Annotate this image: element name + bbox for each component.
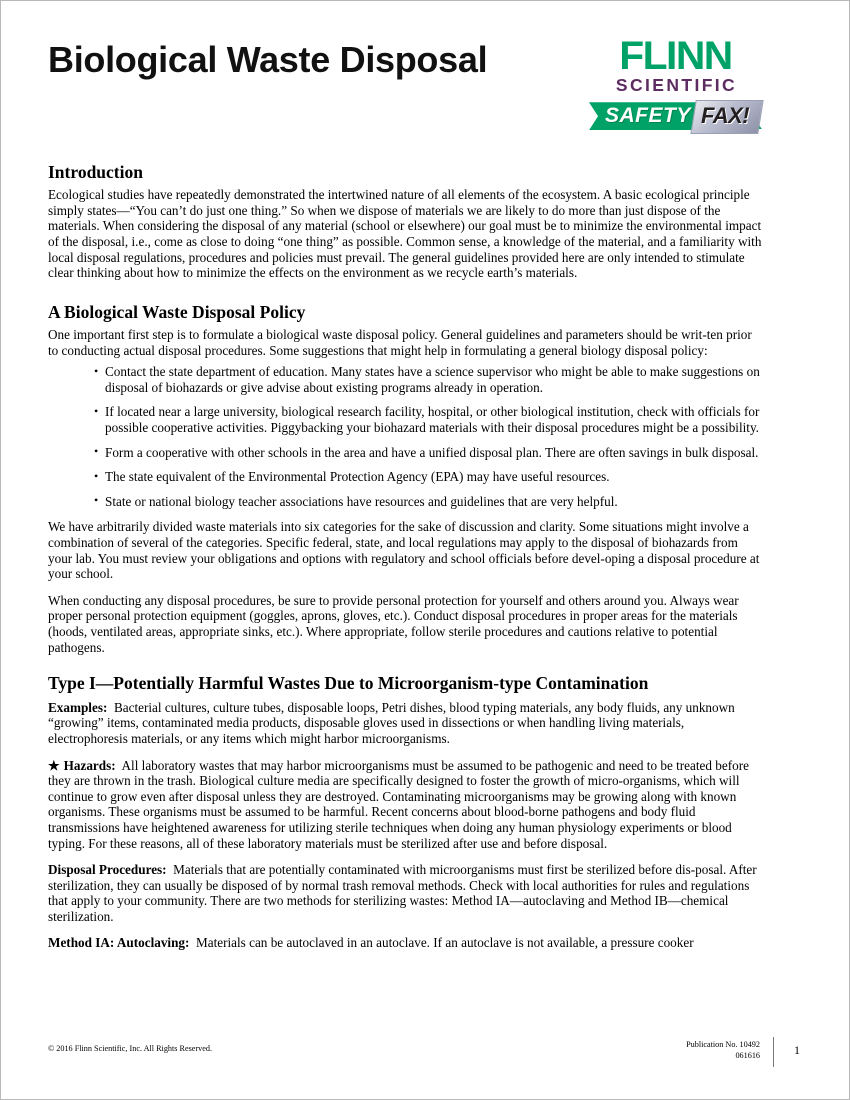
banner-fax-text: FAX! — [701, 103, 750, 129]
paragraph-waste-categories: We have arbitrarily divided waste materials into six categories for the sake of discussion and clarity. Some situations might involve a combination of several of the categories. Specific federal, state, and local regulations may apply to the disposal of biohazards from your lab. You must review your obligations and options with regulatory and school officials before devel-oping a disposal procedure at your school. — [48, 519, 760, 582]
footer-publication-info — [686, 1039, 760, 1061]
page-title: Biological Waste Disposal — [48, 39, 488, 80]
method-ia-text: Materials can be autoclaved in an autoclave. If an autoclave is not available, a pressure cooker — [196, 935, 694, 951]
examples-label: Examples: — [48, 699, 108, 715]
policy-suggestion-list — [48, 364, 762, 509]
list-item: • The state equivalent of the Environmental Protection Agency (EPA) may have useful resources. — [94, 469, 762, 485]
document-header — [48, 34, 762, 149]
star-icon: ★ — [48, 757, 61, 773]
flinn-scientific-logo — [589, 34, 762, 145]
banner-safety-text: SAFETY — [605, 104, 691, 128]
footer-copyright: © 2016 Flinn Scientific, Inc. All Rights Reserved. — [48, 1044, 213, 1053]
heading-policy: A Biological Waste Disposal Policy — [48, 301, 306, 322]
hazards-label: Hazards: — [63, 757, 116, 773]
logo-brand-text: FLINN — [619, 34, 732, 78]
paragraph-introduction: Ecological studies have repeatedly demonstrated the intertwined nature of all elements of the ecosystem. A basic ecological principle simply states—“You can’t do just one thing.” So when we dispose of materials we are likely to do more than just dispose of the materials. When considering the disposal of any material (school or elsewhere) our goal must be to minimize the environmental impact of the disposal, i.e., come as close to doing “one thing” as possible. Common sense, a knowledge of the material, and a familiarity with local disposal regulations, procedures and policies must prevail. The general guidelines provided here are only intended to stimulate clear thinking about how to minimize the effects on the environment as we recycle earth’s materials. — [48, 187, 762, 281]
examples-text: Bacterial cultures, culture tubes, disposable loops, Petri dishes, blood typing materials, any body fluids, any unknown “growing” items, contaminated media products, disposable gloves used in dissections or when handling living materials, electrophoresis materials, or any items which might harbor microorganisms. — [48, 699, 735, 746]
heading-introduction: Introduction — [48, 162, 143, 182]
disposal-procedures-text: Materials that are potentially contaminated with microorganisms must first be sterilized before dis-posal. After sterilization, they can usually be disposed of by normal trash removal methods. Check with local authorities for rules and regulations that apply to your community. There are two methods for sterilizing wastes: Method IA—autoclaving and Method IB—chemical sterilization. — [48, 862, 757, 924]
paragraph-policy-intro: One important first step is to formulate a biological waste disposal policy. General guidelines and parameters should be writ-ten prior to conducting actual disposal procedures. Some suggestions that might help in formulating a general biology disposal policy: — [48, 327, 752, 358]
paragraph-disposal-procedures — [48, 862, 762, 924]
paragraph-method-ia — [48, 935, 762, 951]
footer-divider — [773, 1037, 774, 1067]
footer-publication-number: Publication No. 10492 — [686, 1040, 760, 1049]
list-item: • Form a cooperative with other schools in the area and have a unified disposal plan. There are often savings in bulk disposal. — [94, 445, 762, 461]
paragraph-personal-protection: When conducting any disposal procedures, be sure to provide personal protection for yourself and others around you. Always wear proper personal protection equipment (goggles, aprons, gloves, etc.). Conduct disposal procedures in proper areas for the materials (hoods, ventilated areas, appropriate sinks, etc.). Where appropriate, follow sterile procedures and cautions relative to potential pathogens. — [48, 592, 739, 655]
page-number: 1 — [794, 1043, 800, 1057]
list-item: • State or national biology teacher associations have resources and guidelines that are very helpful. — [94, 494, 762, 510]
footer-publication-date: 061616 — [735, 1051, 760, 1060]
hazards-text: All laboratory wastes that may harbor microorganisms must be assumed to be pathogenic and need to be treated before they are thrown in the trash. Biological culture media are specifically designed to foster the growth of micro-organisms, which will continue to grow even after disposal unless they are destroyed. Contaminating microorganisms may be growing along with known organisms. These organisms must be assumed to be harmful. Recent concerns about blood-borne pathogens and body fluid transmissions have heightened awareness for utilizing sterile techniques when doing any human physiology experiments or blood typing. For these reasons, all of these laboratory materials must be sterilized after use and before disposal. — [48, 757, 749, 851]
safety-fax-banner — [589, 100, 762, 134]
logo-subbrand-text: SCIENTIFIC — [615, 75, 738, 95]
list-item: • Contact the state department of education. Many states have a science supervisor who might be able to make suggestions on disposal of biohazards or give advise about existing programs already in operation. — [94, 364, 762, 395]
list-item: • If located near a large university, biological research facility, hospital, or other biological institution, check with officials for possible cooperative activities. Piggybacking your biohazard materials with their disposal procedures might be a possibility. — [94, 404, 762, 435]
paragraph-examples — [48, 700, 762, 747]
paragraph-hazards — [48, 758, 762, 852]
method-ia-label: Method IA: Autoclaving: — [48, 935, 190, 951]
heading-type-one: Type I—Potentially Harmful Wastes Due to Microorganism-type Contamination — [48, 673, 649, 694]
page-footer — [48, 1037, 802, 1073]
disposal-procedures-label: Disposal Procedures: — [48, 862, 167, 878]
page-content — [48, 34, 762, 962]
